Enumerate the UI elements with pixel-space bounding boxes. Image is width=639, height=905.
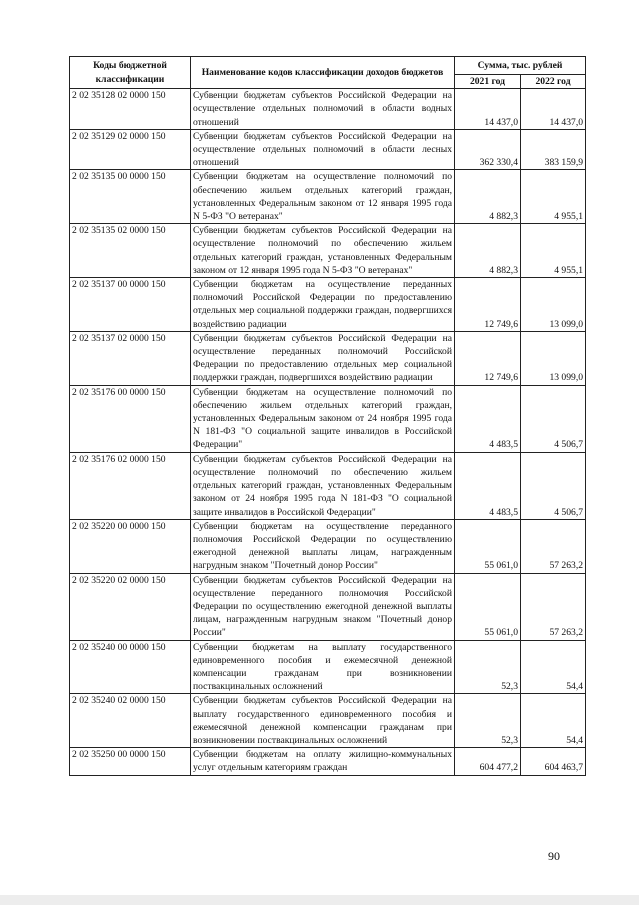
header-sum: Сумма, тыс. рублей	[455, 57, 586, 75]
row-code: 2 02 35250 00 0000 150	[70, 748, 191, 775]
table-row	[70, 694, 586, 748]
row-name: Субвенции бюджетам на выплату государственного единовременного пособия и ежемесячной денежной компенсации гражданам при возникновении поствакцинальных осложнений	[191, 640, 455, 694]
table-row	[70, 331, 586, 385]
budget-table	[69, 56, 586, 776]
row-code: 2 02 35240 00 0000 150	[70, 640, 191, 694]
table-row	[70, 129, 586, 170]
table-row	[70, 519, 586, 573]
row-code: 2 02 35137 00 0000 150	[70, 278, 191, 332]
row-code: 2 02 35176 02 0000 150	[70, 452, 191, 519]
table-row	[70, 170, 586, 224]
row-value-2021: 4 882,3	[455, 224, 521, 278]
row-code: 2 02 35137 02 0000 150	[70, 331, 191, 385]
row-code: 2 02 35240 02 0000 150	[70, 694, 191, 748]
row-value-2021: 55 061,0	[455, 519, 521, 573]
row-name: Субвенции бюджетам на осуществление переданного полномочия Российской Федерации по осуществлению ежегодной денежной выплаты лицам, награжденным нагрудным знаком "Почетный донор России"	[191, 519, 455, 573]
scan-edge-strip	[0, 895, 639, 905]
row-name: Субвенции бюджетам субъектов Российской Федерации на осуществление переданного полномочия Российской Федерации по осуществлению ежегодной денежной выплаты лицам, награжденным нагрудным знаком "Почетный донор России"	[191, 573, 455, 640]
row-name: Субвенции бюджетам на оплату жилищно-коммунальных услуг отдельным категориям граждан	[191, 748, 455, 775]
row-name: Субвенции бюджетам на осуществление полномочий по обеспечению жильем отдельных категорий граждан, установленных Федеральным законом от 12 января 1995 года N 5-ФЗ "О ветеранах"	[191, 170, 455, 224]
row-value-2021: 4 483,5	[455, 385, 521, 452]
row-name: Субвенции бюджетам на осуществление полномочий по обеспечению жильем отдельных категорий граждан, установленных Федеральным законом от 24 ноября 1995 года N 181-ФЗ "О социальной защите инвалидов в Российской Федерации"	[191, 385, 455, 452]
row-value-2021: 362 330,4	[455, 129, 521, 170]
row-value-2022: 57 263,2	[521, 519, 586, 573]
table-row	[70, 89, 586, 130]
row-value-2021: 52,3	[455, 694, 521, 748]
row-name: Субвенции бюджетам субъектов Российской Федерации на осуществление отдельных полномочий в области лесных отношений	[191, 129, 455, 170]
table-row	[70, 224, 586, 278]
row-name: Субвенции бюджетам субъектов Российской Федерации на осуществление переданных полномочий Российской Федерации по предоставлению отдельных мер социальной поддержки граждан, подвергшихся воздействию радиации	[191, 331, 455, 385]
row-value-2021: 4 483,5	[455, 452, 521, 519]
row-code: 2 02 35176 00 0000 150	[70, 385, 191, 452]
table-row	[70, 385, 586, 452]
row-value-2022: 604 463,7	[521, 748, 586, 775]
header-codes: Коды бюджетной классификации	[70, 57, 191, 89]
row-value-2021: 4 882,3	[455, 170, 521, 224]
row-code: 2 02 35135 02 0000 150	[70, 224, 191, 278]
row-value-2021: 55 061,0	[455, 573, 521, 640]
row-name: Субвенции бюджетам субъектов Российской Федерации на осуществление полномочий по обеспечению жильем отдельных категорий граждан, установленных Федеральным законом от 12 января 1995 года N 5-ФЗ "О ветеранах"	[191, 224, 455, 278]
row-value-2022: 54,4	[521, 640, 586, 694]
row-name: Субвенции бюджетам субъектов Российской Федерации на осуществление полномочий по обеспечению жильем отдельных категорий граждан, установленных Федеральным законом от 24 ноября 1995 года N 181-ФЗ "О социальной защите инвалидов в Российской Федерации"	[191, 452, 455, 519]
header-name: Наименование кодов классификации доходов бюджетов	[191, 57, 455, 89]
row-value-2022: 4 955,1	[521, 224, 586, 278]
row-value-2022: 14 437,0	[521, 89, 586, 130]
table-row	[70, 748, 586, 775]
row-code: 2 02 35220 00 0000 150	[70, 519, 191, 573]
page-number: 90	[548, 849, 560, 863]
row-value-2022: 4 955,1	[521, 170, 586, 224]
row-code: 2 02 35129 02 0000 150	[70, 129, 191, 170]
table-row	[70, 573, 586, 640]
table-row	[70, 640, 586, 694]
header-year-2022: 2022 год	[521, 75, 586, 89]
row-value-2022: 13 099,0	[521, 331, 586, 385]
row-value-2022: 383 159,9	[521, 129, 586, 170]
row-name: Субвенции бюджетам на осуществление переданных полномочий Российской Федерации по предоставлению отдельных мер социальной поддержки граждан, подвергшихся воздействию радиации	[191, 278, 455, 332]
row-code: 2 02 35128 02 0000 150	[70, 89, 191, 130]
table-row	[70, 452, 586, 519]
row-value-2021: 12 749,6	[455, 278, 521, 332]
row-value-2021: 604 477,2	[455, 748, 521, 775]
row-code: 2 02 35135 00 0000 150	[70, 170, 191, 224]
row-value-2022: 54,4	[521, 694, 586, 748]
row-value-2021: 52,3	[455, 640, 521, 694]
table-row	[70, 278, 586, 332]
row-value-2022: 4 506,7	[521, 385, 586, 452]
row-name: Субвенции бюджетам субъектов Российской Федерации на осуществление отдельных полномочий в области водных отношений	[191, 89, 455, 130]
row-code: 2 02 35220 02 0000 150	[70, 573, 191, 640]
row-name: Субвенции бюджетам субъектов Российской Федерации на выплату государственного единовременного пособия и ежемесячной денежной компенсации гражданам при возникновении поствакцинальных осложнений	[191, 694, 455, 748]
row-value-2021: 12 749,6	[455, 331, 521, 385]
header-year-2021: 2021 год	[455, 75, 521, 89]
row-value-2021: 14 437,0	[455, 89, 521, 130]
row-value-2022: 57 263,2	[521, 573, 586, 640]
row-value-2022: 4 506,7	[521, 452, 586, 519]
row-value-2022: 13 099,0	[521, 278, 586, 332]
